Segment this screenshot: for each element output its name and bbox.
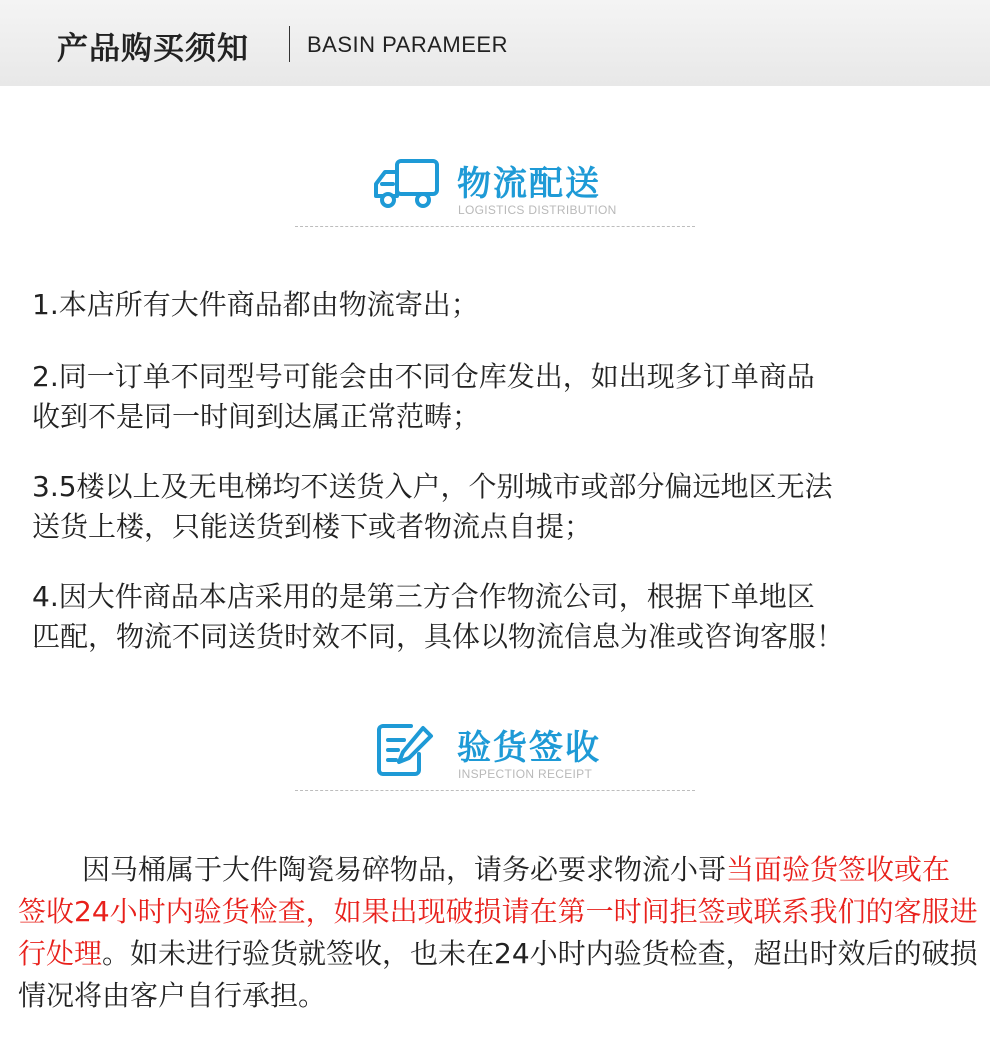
header-divider — [289, 26, 290, 62]
section-divider — [295, 226, 695, 227]
logistics-title: 物流配送 — [457, 164, 601, 204]
truck-icon — [371, 156, 441, 212]
inspection-heading — [295, 720, 695, 792]
header-bar — [0, 0, 990, 86]
inspection-notice — [18, 849, 978, 1017]
edit-document-icon — [371, 720, 437, 780]
logistics-item: 3.5楼以上及无电梯均不送货入户，个别城市或部分偏远地区无法 送货上楼，只能送货到楼下或者物流点自提； — [32, 470, 833, 543]
inspection-title: 验货签收 — [457, 728, 601, 768]
page-subtitle: BASIN PARAMEER — [307, 32, 508, 57]
logistics-item: 1.本店所有大件商品都由物流寄出； — [32, 288, 479, 321]
inspection-text-before: 因马桶属于大件陶瓷易碎物品，请务必要求物流小哥 — [82, 853, 727, 886]
inspection-text-after: 。如未进行验货就签收，也未在24小时内验货检查，超出时效后的破损情况将由客户自行承担。 — [18, 937, 978, 1012]
inspection-text-highlight: 当面验货签收或在签收24小时内验货检查，如果出现破损请在第一时间拒签或联系我们的客服进行处理 — [18, 853, 978, 970]
section-divider — [295, 790, 695, 791]
logistics-subtitle: LOGISTICS DISTRIBUTION — [458, 203, 617, 217]
logistics-item: 2.同一订单不同型号可能会由不同仓库发出，如出现多订单商品 收到不是同一时间到达属正常范畴； — [32, 360, 815, 433]
logistics-item: 4.因大件商品本店采用的是第三方合作物流公司，根据下单地区 匹配，物流不同送货时效不同，具体以物流信息为准或咨询客服！ — [32, 580, 845, 653]
page-title: 产品购买须知 — [57, 31, 249, 67]
inspection-subtitle: INSPECTION RECEIPT — [458, 767, 593, 781]
logistics-heading — [295, 156, 695, 228]
